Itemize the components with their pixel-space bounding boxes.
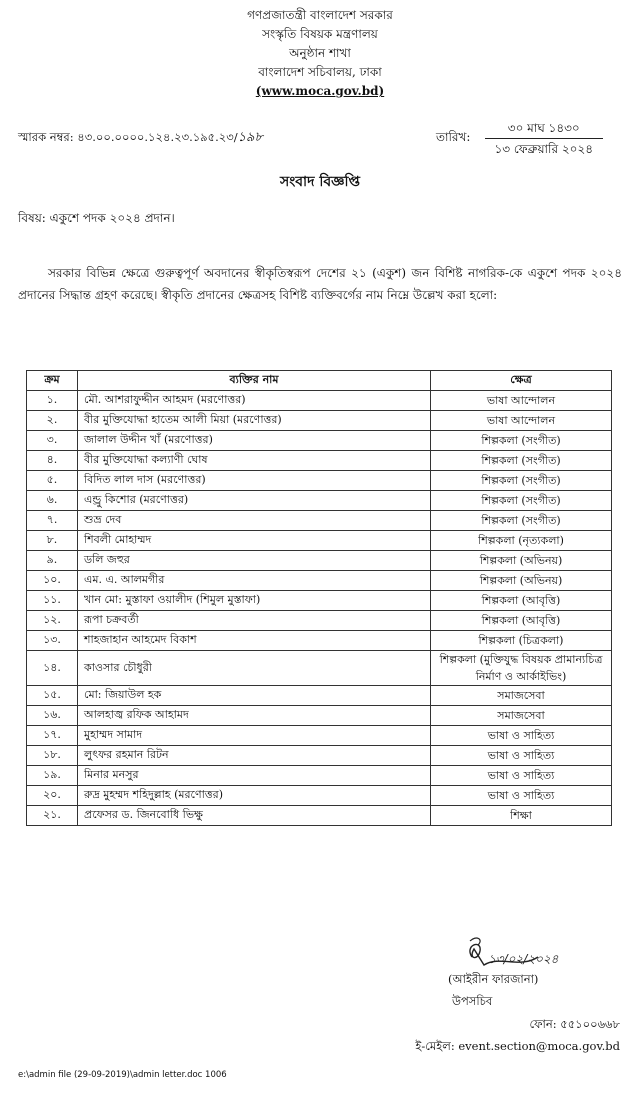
- name-cell: এম. এ. আলমগীর: [78, 571, 431, 591]
- name-cell: শুভ্র দেব: [78, 511, 431, 531]
- serial-cell: ৪.: [27, 451, 78, 471]
- memo-label: স্মারক নম্বর:: [18, 130, 74, 144]
- serial-cell: ১৬.: [27, 706, 78, 726]
- name-cell: জালাল উদ্দীন খাঁ (মরণোত্তর): [78, 431, 431, 451]
- body-paragraph: সরকার বিভিন্ন ক্ষেত্রে গুরুত্বপূর্ণ অবদানের স্বীকৃতিস্বরূপ দেশের ২১ (একুশ) জন বিশিষ্ট নাগরিক-কে একুশে পদক ২০২৪ প্রদানের সিদ্ধান্ত গ্রহণ করেছে। স্বীকৃতি প্রদানের ক্ষেত্রসহ বিশিষ্ট ব্যক্তিবর্গের নাম নিম্নে উল্লেখ করা হলো:: [18, 266, 622, 302]
- press-release-title: সংবাদ বিজ্ঞপ্তি: [279, 174, 361, 190]
- memo-value: ৪৩.০০.০০০০.১২৪.২৩.১৯৫.২৩/: [77, 130, 238, 144]
- field-cell: ভাষা ও সাহিত্য: [431, 726, 612, 746]
- name-cell: এন্ড্রু কিশোর (মরণোত্তর): [78, 491, 431, 511]
- field-cell: শিল্পকলা (নৃত্যকলা): [431, 531, 612, 551]
- section-name: অনুষ্ঠান শাখা: [289, 46, 351, 60]
- table-row: [27, 651, 612, 686]
- header-name: ব্যক্তির নাম: [78, 371, 431, 391]
- field-cell: শিল্পকলা (সংগীত): [431, 451, 612, 471]
- name-cell: বীর মুক্তিযোদ্ধা হাতেম আলী মিয়া (মরণোত্তর): [78, 411, 431, 431]
- ministry-name: সংস্কৃতি বিষয়ক মন্ত্রণালয়: [262, 27, 378, 41]
- header-serial: ক্রম: [27, 371, 78, 391]
- serial-cell: ২০.: [27, 786, 78, 806]
- field-cell: শিল্পকলা (সংগীত): [431, 511, 612, 531]
- name-cell: রূপা চক্রবর্তী: [78, 611, 431, 631]
- name-cell: মিনার মনসুর: [78, 766, 431, 786]
- table-row: [27, 591, 612, 611]
- table-row: [27, 411, 612, 431]
- date-label: তারিখ:: [436, 129, 471, 144]
- table-row: [27, 551, 612, 571]
- field-cell: ভাষা ও সাহিত্য: [431, 766, 612, 786]
- date-block: [436, 118, 607, 159]
- field-cell: শিল্পকলা (সংগীত): [431, 491, 612, 511]
- signatory: [448, 968, 538, 1012]
- name-cell: বীর মুক্তিযোদ্ধা কল্যাণী ঘোষ: [78, 451, 431, 471]
- field-cell: শিক্ষা: [431, 806, 612, 826]
- memo-number: [18, 128, 263, 149]
- field-cell: শিল্পকলা (সংগীত): [431, 431, 612, 451]
- table-row: [27, 611, 612, 631]
- name-cell: বিদিত লাল দাস (মরণোত্তর): [78, 471, 431, 491]
- name-cell: মৌ. আশরাফুদ্দীন আহমদ (মরণোত্তর): [78, 391, 431, 411]
- serial-cell: ১৯.: [27, 766, 78, 786]
- contact-info: [368, 1013, 620, 1057]
- table-row: [27, 686, 612, 706]
- table-row: [27, 746, 612, 766]
- date-bangla: ৩০ মাঘ ১৪৩০: [507, 121, 580, 135]
- name-cell: প্রফেসর ড. জিনবোধি ভিক্ষু: [78, 806, 431, 826]
- govt-name: গণপ্রজাতন্ত্রী বাংলাদেশ সরকার: [247, 8, 393, 22]
- table-row: [27, 766, 612, 786]
- serial-cell: ১৪.: [27, 651, 78, 686]
- field-cell: শিল্পকলা (অভিনয়): [431, 571, 612, 591]
- serial-cell: ১৫.: [27, 686, 78, 706]
- office-address: বাংলাদেশ সচিবালয়, ঢাকা: [258, 65, 382, 79]
- serial-cell: ১.: [27, 391, 78, 411]
- letterhead: [0, 6, 640, 101]
- serial-cell: ২১.: [27, 806, 78, 826]
- phone-number: ফোন: ৫৫১০০৬৬৮: [529, 1017, 620, 1031]
- name-cell: মো: জিয়াউল হক: [78, 686, 431, 706]
- website-link[interactable]: (www.moca.gov.bd): [255, 84, 385, 98]
- field-cell: শিল্পকলা (সংগীত): [431, 471, 612, 491]
- serial-cell: ১৩.: [27, 631, 78, 651]
- table-row: [27, 786, 612, 806]
- serial-cell: ৯.: [27, 551, 78, 571]
- table-row: [27, 431, 612, 451]
- table-row: [27, 806, 612, 826]
- field-cell: সমাজসেবা: [431, 686, 612, 706]
- serial-cell: ১২.: [27, 611, 78, 631]
- serial-cell: ১৭.: [27, 726, 78, 746]
- name-cell: শাহজাহান আহমেদ বিকাশ: [78, 631, 431, 651]
- field-cell: ভাষা আন্দোলন: [431, 391, 612, 411]
- table-row: [27, 706, 612, 726]
- serial-cell: ১৮.: [27, 746, 78, 766]
- email-address[interactable]: ই-মেইল: event.section@moca.gov.bd: [415, 1039, 620, 1053]
- table-row: [27, 511, 612, 531]
- signature-date: ১৩/০২/২০২৪: [488, 952, 559, 966]
- serial-cell: ৫.: [27, 471, 78, 491]
- table-row: [27, 726, 612, 746]
- table-header-row: [27, 371, 612, 391]
- serial-cell: ৭.: [27, 511, 78, 531]
- name-cell: আলহাজ্ব রফিক আহামদ: [78, 706, 431, 726]
- name-cell: কাওসার চৌধুরী: [78, 651, 431, 686]
- field-cell: শিল্পকলা (আবৃত্তি): [431, 591, 612, 611]
- name-cell: শিবলী মোহাম্মদ: [78, 531, 431, 551]
- serial-cell: ৮.: [27, 531, 78, 551]
- field-cell: ভাষা ও সাহিত্য: [431, 786, 612, 806]
- table-row: [27, 631, 612, 651]
- serial-cell: ১০.: [27, 571, 78, 591]
- serial-cell: ২.: [27, 411, 78, 431]
- table-row: [27, 451, 612, 471]
- table-row: [27, 531, 612, 551]
- field-cell: সমাজসেবা: [431, 706, 612, 726]
- signer-designation: উপসচিব: [452, 994, 493, 1008]
- serial-cell: ৬.: [27, 491, 78, 511]
- file-path-footer: e:\admin file (29-09-2019)\admin letter.doc 1006: [18, 1070, 227, 1080]
- date-gregorian: ১৩ ফেব্রুয়ারি ২০২৪: [494, 142, 594, 156]
- table-row: [27, 571, 612, 591]
- field-cell: শিল্পকলা (আবৃত্তি): [431, 611, 612, 631]
- memo-handwritten: ১৯৮: [237, 130, 263, 145]
- awardee-table: [26, 370, 612, 826]
- name-cell: খান মো: মুস্তাফা ওয়ালীদ (শিমুল মুস্তাফা): [78, 591, 431, 611]
- field-cell: শিল্পকলা (অভিনয়): [431, 551, 612, 571]
- table-row: [27, 491, 612, 511]
- name-cell: রুদ্র মুহম্মদ শহিদুল্লাহ (মরণোত্তর): [78, 786, 431, 806]
- serial-cell: ৩.: [27, 431, 78, 451]
- name-cell: লুৎফর রহমান রিটন: [78, 746, 431, 766]
- signer-name: (আইরীন ফারজানা): [448, 972, 539, 986]
- field-cell: শিল্পকলা (চিত্রকলা): [431, 631, 612, 651]
- name-cell: ডলি জহুর: [78, 551, 431, 571]
- subject-line: বিষয়: একুশে পদক ২০২৪ প্রদান।: [18, 211, 175, 225]
- table-row: [27, 471, 612, 491]
- field-cell: ভাষা ও সাহিত্য: [431, 746, 612, 766]
- name-cell: মুহাম্মদ সামাদ: [78, 726, 431, 746]
- field-cell: ভাষা আন্দোলন: [431, 411, 612, 431]
- serial-cell: ১১.: [27, 591, 78, 611]
- field-cell: শিল্পকলা (মুক্তিযুদ্ধ বিষয়ক প্রামান্যচিত্র নির্মাণ ও আর্কাইভিং): [431, 651, 612, 686]
- header-field: ক্ষেত্র: [431, 371, 612, 391]
- table-row: [27, 391, 612, 411]
